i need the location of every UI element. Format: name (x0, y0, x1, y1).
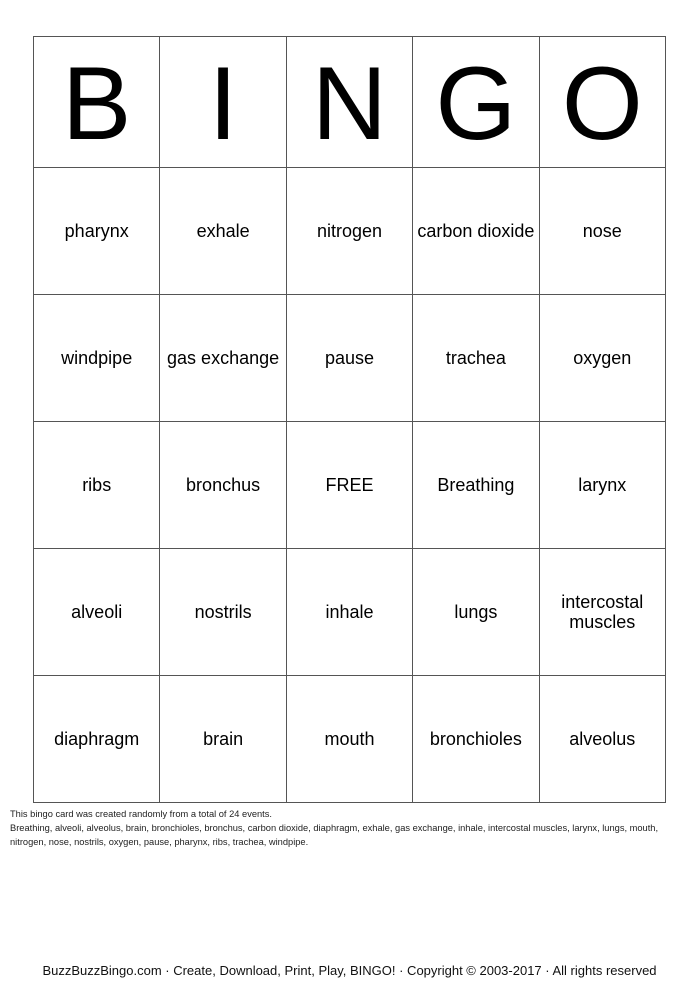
note-total-events: This bingo card was created randomly from a total of 24 events. (10, 809, 272, 819)
card-cell: bronchus (160, 422, 286, 549)
free-space-cell: FREE (286, 422, 412, 549)
card-cell: nitrogen (286, 168, 412, 295)
header-row (34, 37, 666, 168)
header-letter-g: G (413, 37, 539, 168)
card-cell: brain (160, 676, 286, 803)
card-cell: larynx (539, 422, 665, 549)
card-cell: diaphragm (34, 676, 160, 803)
card-row (34, 676, 666, 803)
header-letter-n: N (286, 37, 412, 168)
card-cell: windpipe (34, 295, 160, 422)
card-cell: alveoli (34, 549, 160, 676)
card-row (34, 549, 666, 676)
footer-copyright: BuzzBuzzBingo.com · Create, Download, Print, Play, BINGO! · Copyright © 2003-2017 · All rights reserved (42, 963, 657, 978)
card-cell: pause (286, 295, 412, 422)
header-letter-b: B (34, 37, 160, 168)
card-cell: pharynx (34, 168, 160, 295)
card-cell: inhale (286, 549, 412, 676)
card-cell: trachea (413, 295, 539, 422)
card-cell: gas exchange (160, 295, 286, 422)
card-cell: ribs (34, 422, 160, 549)
card-row (34, 295, 666, 422)
card-row (34, 422, 666, 549)
header-letter-o: O (539, 37, 665, 168)
card-cell: intercostal muscles (539, 549, 665, 676)
card-cell: nostrils (160, 549, 286, 676)
card-cell: nose (539, 168, 665, 295)
card-cell: exhale (160, 168, 286, 295)
card-cell: bronchioles (413, 676, 539, 803)
card-cell: oxygen (539, 295, 665, 422)
card-cell: carbon dioxide (413, 168, 539, 295)
note-event-list: Breathing, alveoli, alveolus, brain, bronchioles, bronchus, carbon dioxide, diaphragm, exhale, gas exchange, inhale, intercostal muscles, larynx, lungs, mouth, nitrogen, nose, nostrils, oxygen, pause, pharynx, ribs, trachea, windpipe. (10, 823, 659, 847)
card-cell: mouth (286, 676, 412, 803)
card-cell: Breathing (413, 422, 539, 549)
card-row (34, 168, 666, 295)
card-cell: alveolus (539, 676, 665, 803)
card-info-note (10, 807, 690, 849)
header-letter-i: I (160, 37, 286, 168)
bingo-card (33, 36, 666, 803)
card-cell: lungs (413, 549, 539, 676)
